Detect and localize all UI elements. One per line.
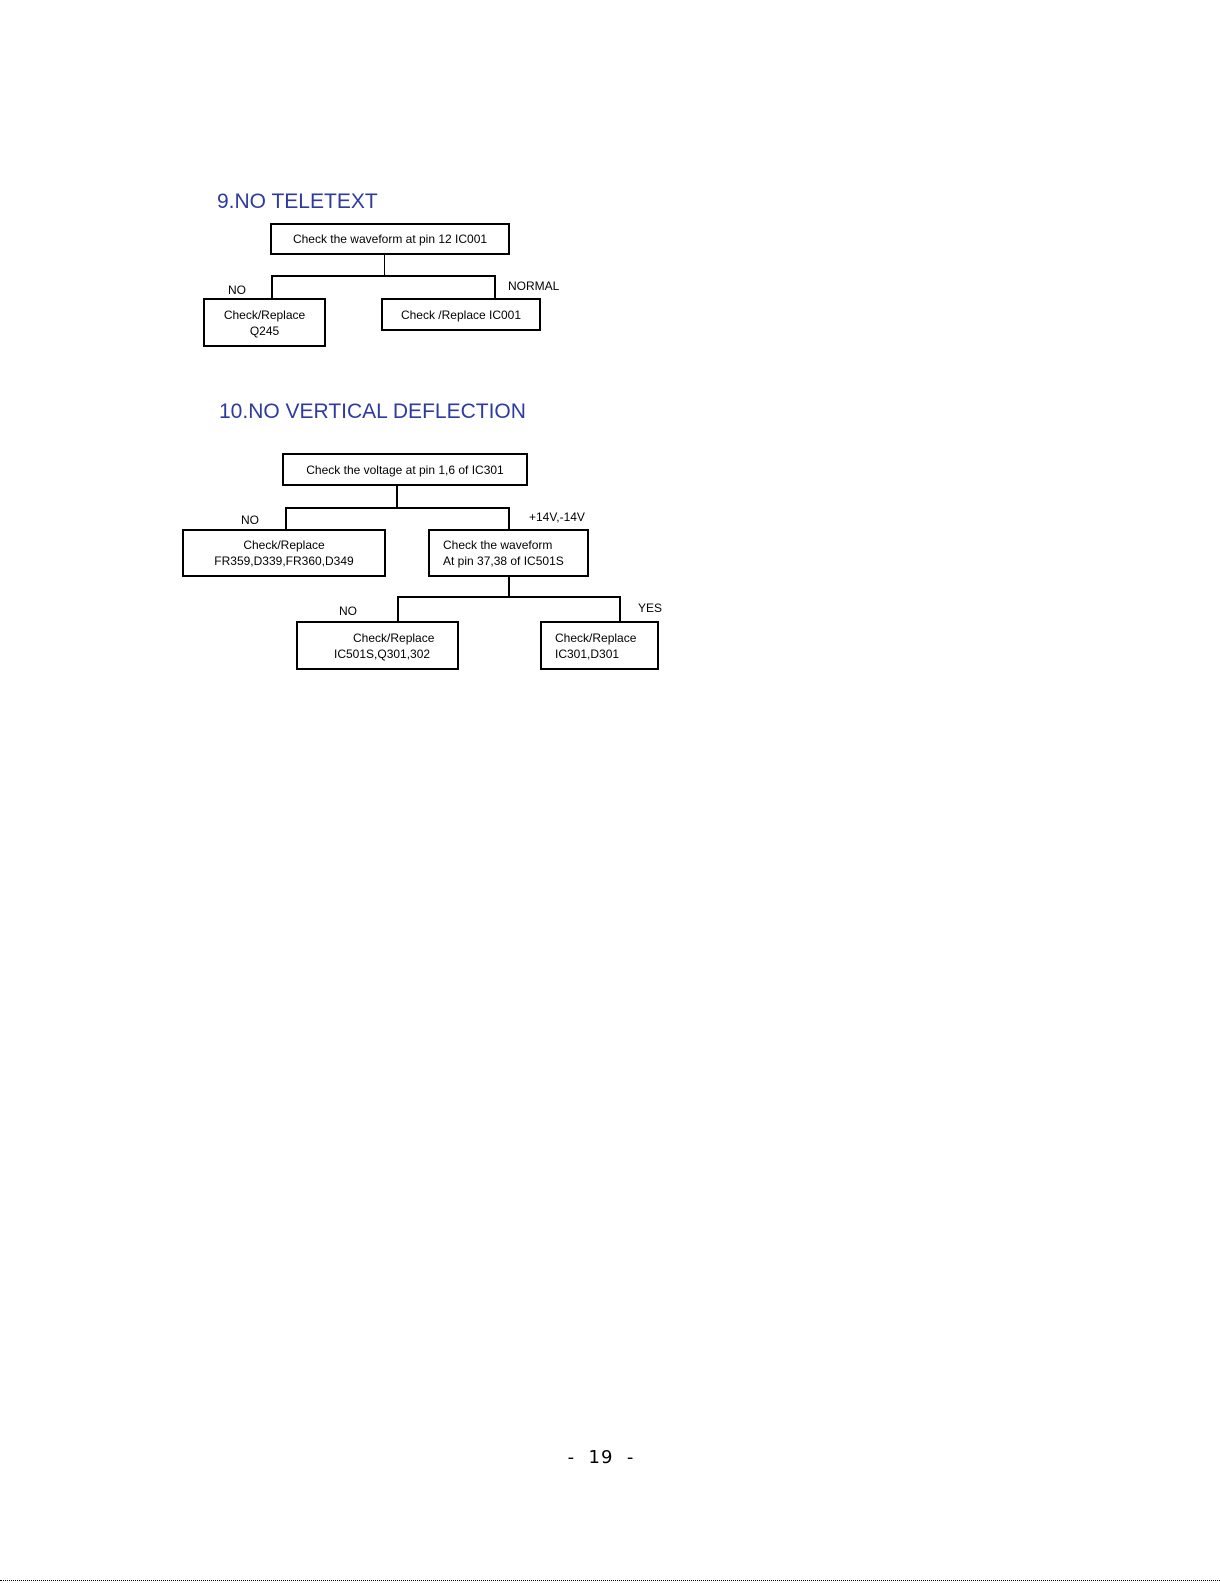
s10-wave-yes-box-line-2: IC301,D301 — [555, 646, 620, 661]
s10-wave-branch-line — [397, 596, 621, 598]
s10-branch-left-drop — [285, 507, 287, 530]
s10-wave-no-box — [296, 621, 459, 670]
s10-ok-label: +14V,-14V — [529, 510, 585, 524]
s10-wave-no-label: NO — [339, 604, 357, 618]
s10-ok-box-line-1: Check the waveform — [443, 538, 553, 552]
s10-wave-no-box-line-1: Check/Replace — [353, 630, 435, 645]
s9-start-box — [270, 223, 510, 255]
s10-branch-right-drop — [508, 507, 510, 530]
s10-branch-line — [285, 507, 510, 509]
section-9-title: 9.NO TELETEXT — [217, 190, 378, 213]
s9-start-box-text: Check the waveform at pin 12 IC001 — [292, 232, 488, 246]
s10-no-box-line-2: FR359,D339,FR360,D349 — [214, 554, 354, 568]
s10-no-box-line-1: Check/Replace — [243, 538, 325, 552]
s9-normal-box — [381, 298, 541, 331]
s10-ok-box — [428, 529, 589, 577]
s10-wave-yes-box-line-1: Check/Replace — [555, 630, 637, 645]
s9-no-label: NO — [228, 283, 246, 297]
s9-branch-left-drop — [271, 275, 273, 299]
s10-wave-yes-label: YES — [638, 601, 663, 615]
footer-rule — [0, 1580, 1220, 1581]
s10-ok-box-line-2: At pin 37,38 of IC501S — [443, 554, 564, 568]
s9-normal-box-text: Check /Replace IC001 — [400, 307, 522, 322]
s9-branch-right-drop — [494, 275, 496, 299]
s9-no-box — [203, 298, 326, 347]
s10-no-label: NO — [241, 513, 259, 527]
section-10-title: 10.NO VERTICAL DEFLECTION — [219, 400, 526, 423]
s10-connector-down — [396, 486, 398, 508]
s10-wave-yes-box — [540, 621, 659, 670]
s10-wave-no-box-line-2: IC501S,Q301,302 — [334, 646, 431, 661]
page-number-text: - 19 - — [567, 1447, 635, 1468]
s10-wave-right-drop — [619, 596, 621, 621]
s9-no-box-line-2: Q245 — [249, 323, 280, 338]
s9-connector-down — [384, 255, 385, 276]
s9-branch-line — [271, 275, 496, 277]
s10-wave-left-drop — [397, 596, 399, 621]
s10-no-box — [182, 529, 386, 577]
s9-normal-label: NORMAL — [508, 279, 560, 293]
s10-wave-connector-down — [508, 577, 510, 597]
s9-no-box-line-1: Check/Replace — [223, 307, 306, 322]
page-number — [0, 1447, 1220, 1469]
s10-start-box-text: Check the voltage at pin 1,6 of IC301 — [306, 462, 504, 477]
s10-start-box — [282, 453, 528, 486]
